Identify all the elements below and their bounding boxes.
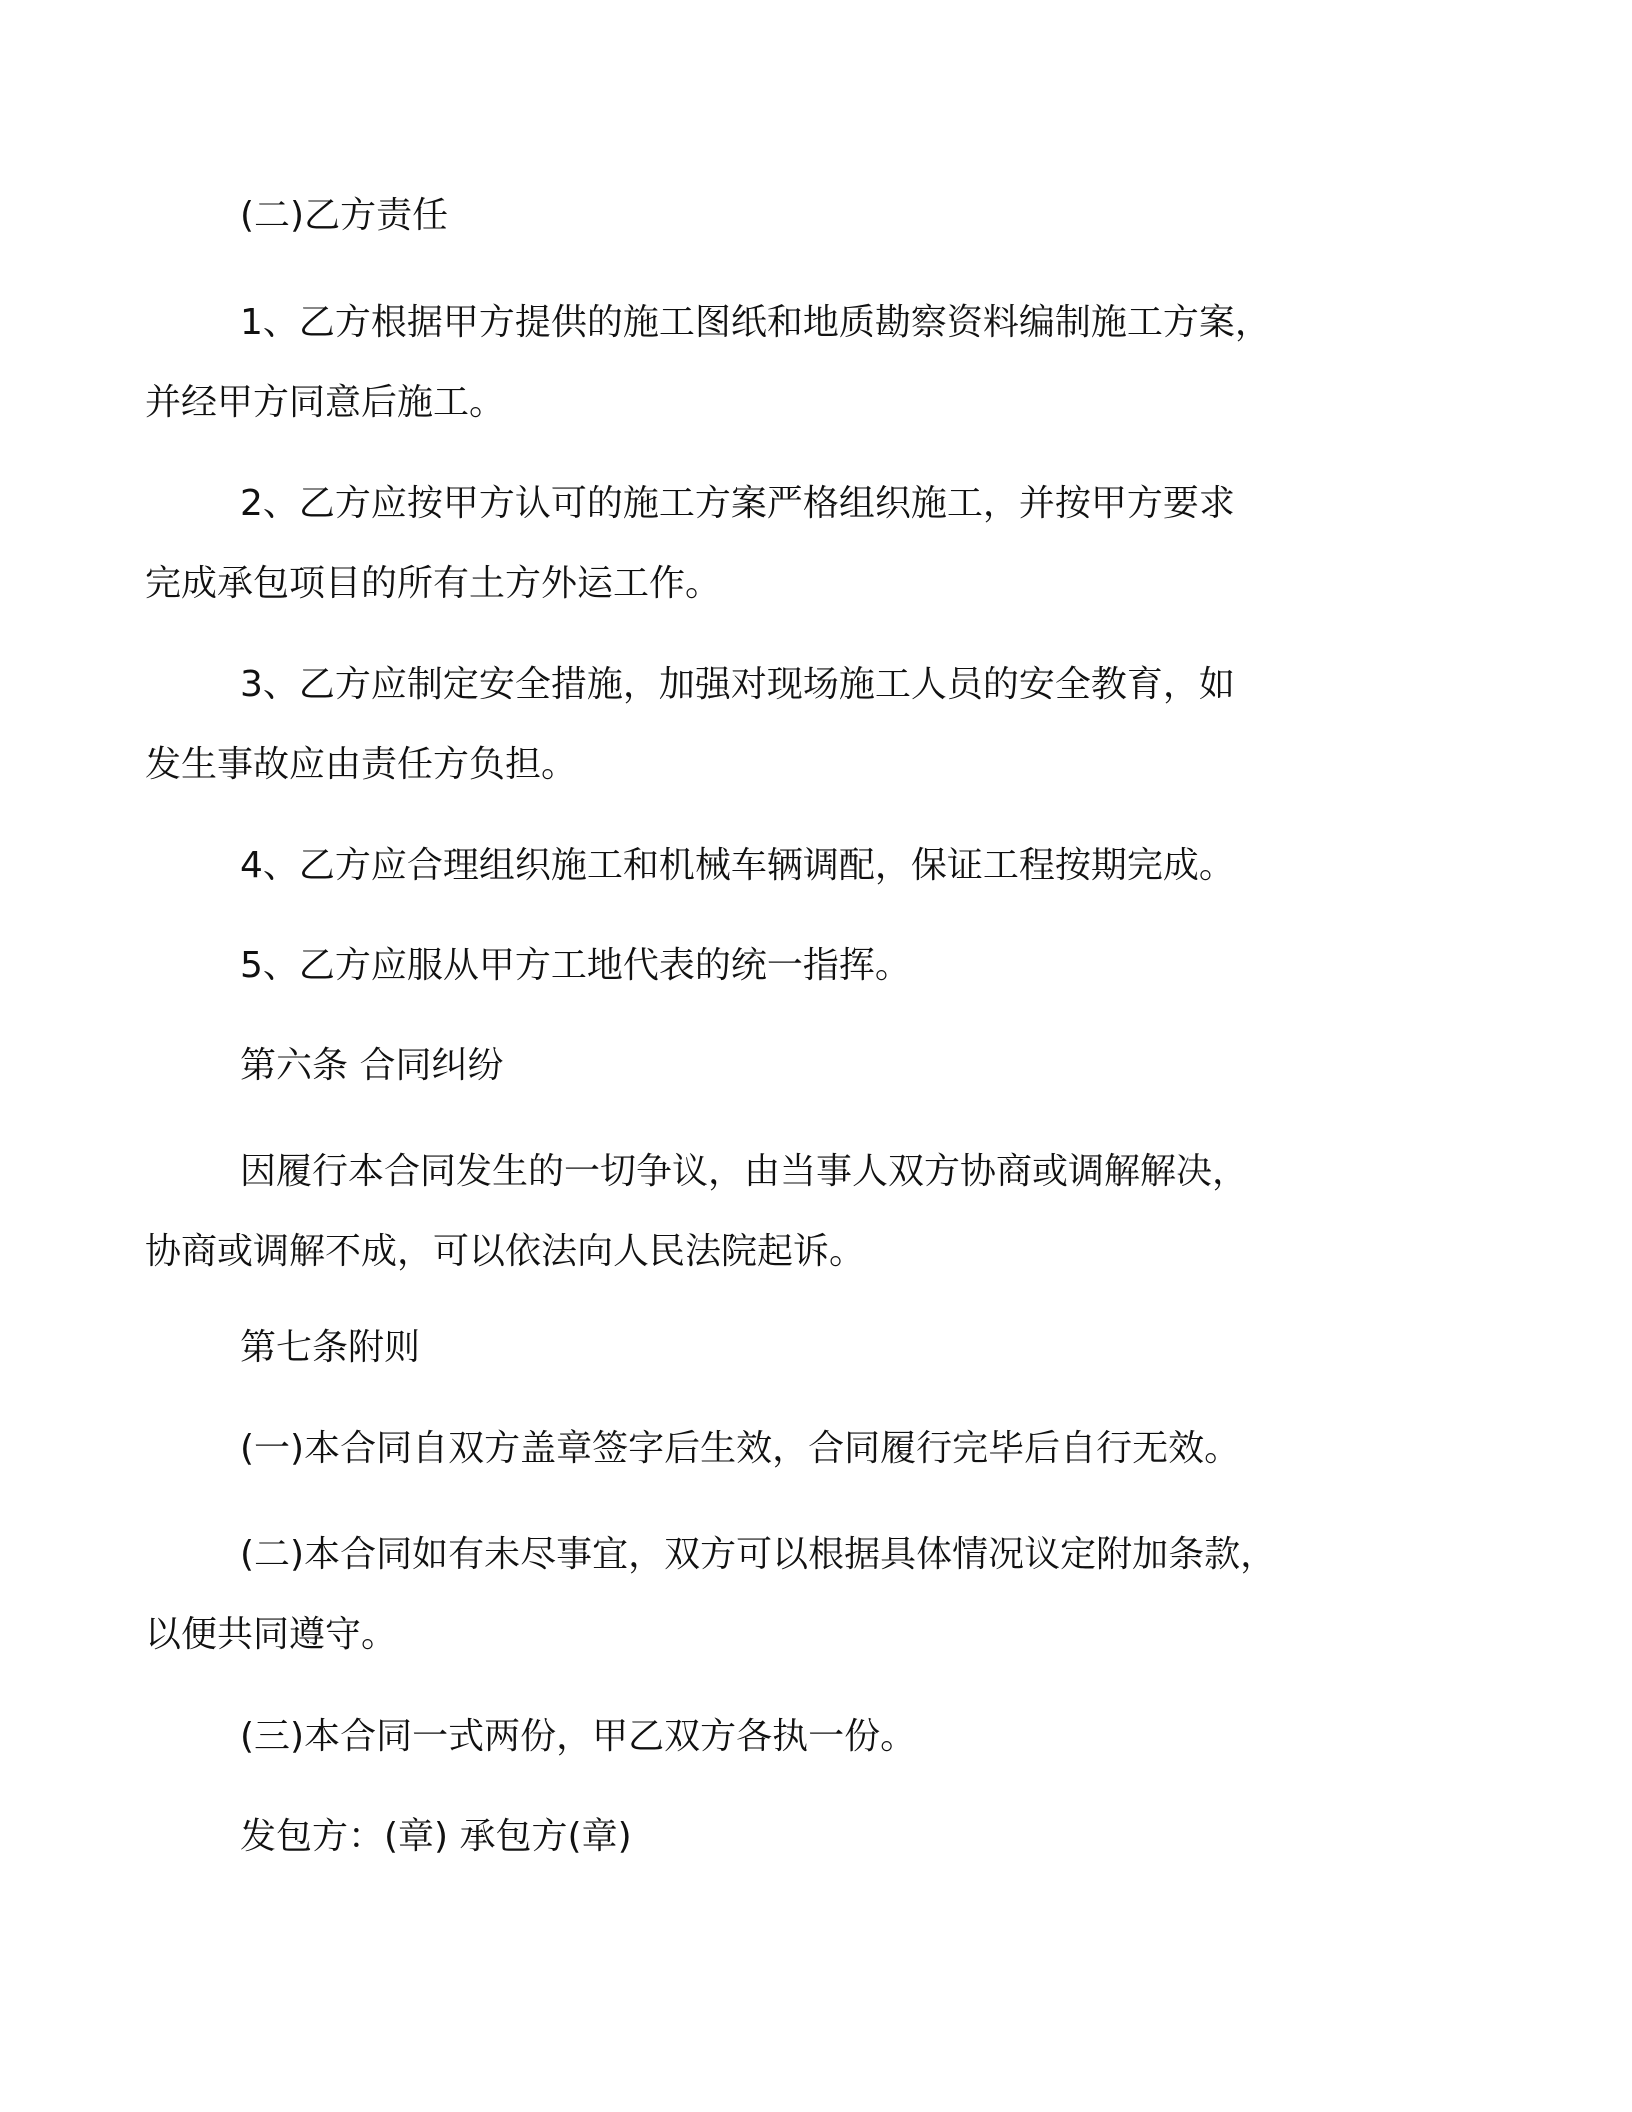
- clause-item: [240, 1409, 1400, 1489]
- list-item-line: 3、乙方应制定安全措施，加强对现场施工人员的安全教育，如: [240, 664, 1235, 705]
- article-title-text: 第六条 合同纠纷: [240, 1045, 504, 1086]
- article-6-title: [240, 1026, 1400, 1106]
- clause-line: (三)本合同一式两份，甲乙双方各执一份。: [240, 1716, 917, 1757]
- list-item-line: 完成承包项目的所有土方外运工作。: [145, 563, 722, 604]
- list-item: [240, 826, 1400, 906]
- list-item-line: 4、乙方应合理组织施工和机械车辆调配，保证工程按期完成。: [240, 845, 1235, 886]
- list-item-line: 并经甲方同意后施工。: [145, 382, 506, 423]
- list-item: [240, 926, 1400, 1006]
- section-heading-text: (二)乙方责任: [240, 195, 449, 236]
- list-item-line: 1、乙方根据甲方提供的施工图纸和地质勘察资料编制施工方案，: [240, 302, 1271, 343]
- section-heading: [240, 176, 1400, 256]
- list-item-line: 2、乙方应按甲方认可的施工方案严格组织施工，并按甲方要求: [240, 483, 1235, 524]
- list-item: [145, 464, 1400, 624]
- clause-item: [240, 1697, 1400, 1777]
- list-item: [145, 283, 1400, 443]
- clause-line: (二)本合同如有未尽事宜，双方可以根据具体情况议定附加条款，: [240, 1534, 1277, 1575]
- article-title-text: 第七条附则: [240, 1327, 421, 1368]
- list-item-line: 发生事故应由责任方负担。: [145, 744, 578, 785]
- clause-line: 以便共同遵守。: [145, 1614, 398, 1655]
- article-6-body: [145, 1132, 1400, 1292]
- body-line: 协商或调解不成，可以依法向人民法院起诉。: [145, 1231, 866, 1272]
- signature-line: [240, 1797, 1400, 1877]
- list-item: [145, 645, 1400, 805]
- body-line: 因履行本合同发生的一切争议，由当事人双方协商或调解解决，: [240, 1151, 1249, 1192]
- clause-line: (一)本合同自双方盖章签字后生效，合同履行完毕后自行无效。: [240, 1428, 1241, 1469]
- signature-text: 发包方：(章) 承包方(章): [240, 1816, 632, 1857]
- clause-item: [145, 1515, 1400, 1675]
- article-7-title: [240, 1308, 1400, 1388]
- list-item-line: 5、乙方应服从甲方工地代表的统一指挥。: [240, 945, 911, 986]
